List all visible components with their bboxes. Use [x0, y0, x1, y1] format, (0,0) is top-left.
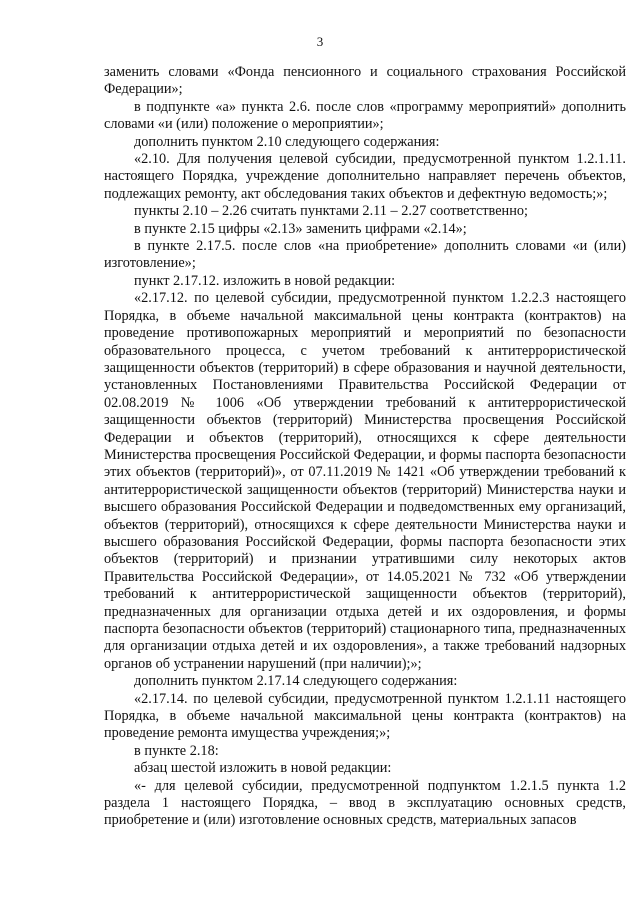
paragraph: «2.17.12. по целевой субсидии, предусмотренной пунктом 1.2.2.3 настоящего Порядка, в объеме начальной максимальной цены контракта (контрактов) на проведение противопожарных мероприятий и мероприятий по безопасности образовательного процесса, с учетом требований к антитеррористической защищенности объектов (территорий) в сфере образования и научной деятельности, установленных Постановлениями Правительства Российской Федерации от 02.08.2019 № 1006 «Об утверждении требований к антитеррористической защищенности объектов (территорий) Министерства просвещения Российской Федерации и объектов (территорий), относящихся к сфере деятельности Министерства просвещения Российской Федерации, и формы паспорта безопасности этих объектов (территорий)», от 07.11.2019 № 1421 «Об утверждении требований к антитеррористической защищенности объектов (территорий) Министерства науки и высшего образования Российской Федерации и подведомственных ему организаций, объектов (территорий), относящихся к сфере деятельности Министерства науки и высшего образования Российской Федерации, формы паспорта безопасности этих объектов (территорий) и признании утратившими силу некоторых актов Правительства Российской Федерации», от 14.05.2021 № 732 «Об утверждении требований к антитеррористической защищенности объектов (территорий), предназначенных для организации отдыха детей и их оздоровления, и формы паспорта безопасности объектов (территорий) стационарного типа, предназначенных для организации отдыха детей и их оздоровления», а также требований надзорных органов об устранении нарушений (при наличии);»;	[104, 290, 626, 672]
paragraph: дополнить пунктом 2.10 следующего содержания:	[134, 133, 440, 150]
page-number: 3	[316, 34, 324, 49]
paragraph: в пункте 2.17.5. после слов «на приобретение» дополнить словами «и (или) изготовление»;	[104, 238, 626, 272]
paragraph: в подпункте «а» пункта 2.6. после слов «программу мероприятий» дополнить словами «и (или) положение о мероприятии»;	[104, 98, 626, 133]
paragraph: заменить словами «Фонда пенсионного и социального страхования Российской Федерации»;	[104, 64, 626, 98]
paragraph: дополнить пунктом 2.17.14 следующего содержания:	[134, 673, 458, 690]
paragraph: пункт 2.17.12. изложить в новой редакции:	[134, 272, 396, 289]
paragraph: пункты 2.10 – 2.26 считать пунктами 2.11 – 2.27 соответственно;	[134, 203, 528, 220]
document-body	[104, 64, 626, 830]
paragraph: «2.10. Для получения целевой субсидии, предусмотренной пунктом 1.2.1.11. настоящего Порядка, учреждение дополнительно направляет перечень объектов, подлежащих ремонту, акт обследования таких объектов и дефектную ведомость;»;	[104, 151, 626, 202]
paragraph: в пункте 2.18:	[134, 742, 219, 759]
paragraph: абзац шестой изложить в новой редакции:	[134, 760, 392, 777]
paragraph: «- для целевой субсидии, предусмотренной подпунктом 1.2.1.5 пункта 1.2 раздела 1 настоящего Порядка, – ввод в эксплуатацию основных средств, приобретение и (или) изготовление основных средств, материальных запасов	[104, 777, 626, 829]
paragraph: «2.17.14. по целевой субсидии, предусмотренной пунктом 1.2.1.11 настоящего Порядка, в объеме начальной максимальной цены контракта (контрактов) на проведение ремонта имущества учреждения;»;	[104, 690, 626, 742]
paragraph: в пункте 2.15 цифры «2.13» заменить цифрами «2.14»;	[134, 220, 467, 237]
